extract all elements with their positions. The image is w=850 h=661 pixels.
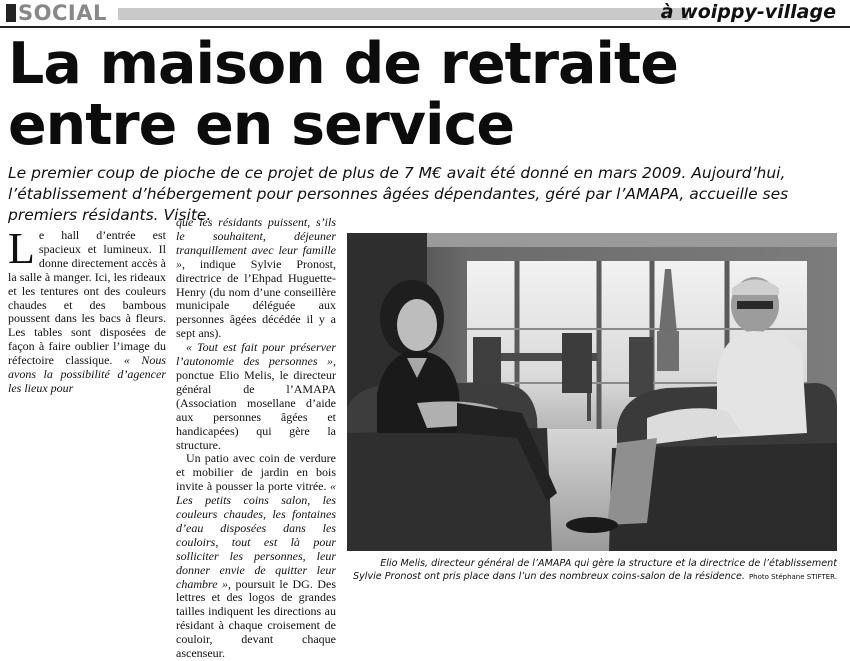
photo-illustration [347,233,837,551]
body-column-1 [8,224,166,396]
lead-paragraph: Le premier coup de pioche de ce projet de plus de 7 M€ avait été donné en mars 2009. Aujourd’hui, l’établissement d’hébergement pour personnes âgées dépendantes, géré par l’AMAPA, accueille ses premiers résidants. Visite. [8,164,789,224]
section-header [0,0,850,30]
caption-line-1: Elio Melis, directeur général de l’AMAPA qui gère la structure et la directrice de l’établissement [380,558,837,569]
photo-caption [347,557,837,584]
column2-p3-tail: , poursuit le DG. Des lettres et des logos de grandes tailles indiquent les directions au résidant à chaque croisement de couloir, devant chaque ascenseur. [176,576,336,661]
photo-credit: Photo Stéphane STIFTER. [748,573,837,581]
column2-p3-text: Un patio avec coin de verdure et mobilier de jardin en bois invite à pousser la porte vitrée. [176,451,336,494]
headline-line-2: entre en service [8,92,515,158]
headline [8,31,838,158]
column1-quote: « Nous avons la possibilité d’agencer les lieux pour [8,353,166,395]
section-label: SOCIAL [18,1,107,25]
column2-p1-quote: que les résidants puissent, s’ils le souhaitent, déjeuner tranquillement avec leur famille » [176,215,336,271]
drop-cap: L [8,224,35,273]
section-marker [6,4,16,22]
column2-p2-text: , ponctue Elio Melis, le directeur général de l’AMAPA (Association mosellane d’aide aux personnes âgées et handicapées) qui gère la structure. [176,354,336,452]
column1-text: e hall d’entrée est spacieux et lumineux. Il donne directement accès à la salle à manger. Ici, les rideaux et les tentures ont des couleurs chaudes et des bambous poussent dans les bacs à fleurs. Les tables sont disposées de façon à faire oublier l’image du réfectoire classique. [8,228,166,368]
section-bar [118,8,688,20]
article-photo [347,233,837,551]
location-label: à woippy-village [660,1,836,23]
column2-p3-quote: « Les petits coins salon, les couleurs chaudes, les fontaines d’eau disposées dans les couloirs, tout est là pour solliciter les personnes, leur donner envie de quitter leur chambre » [176,479,337,591]
column2-p2-quote: « Tout est fait pour préserver l’autonomie des personnes » [176,340,336,369]
header-rule [0,26,850,28]
caption-line-2: Sylvie Pronost ont pris place dans l’un des nombreux coins-salon de la résidence. [353,571,745,582]
body-column-2 [176,216,336,661]
headline-line-1: La maison de retraite [8,31,678,97]
column2-p1-text: , indique Sylvie Pronost, directrice de l’Ehpad Huguette-Henry (du nom d’une conseillère municipale déléguée aux personnes âgées décédée il y a sept ans). [176,256,336,341]
